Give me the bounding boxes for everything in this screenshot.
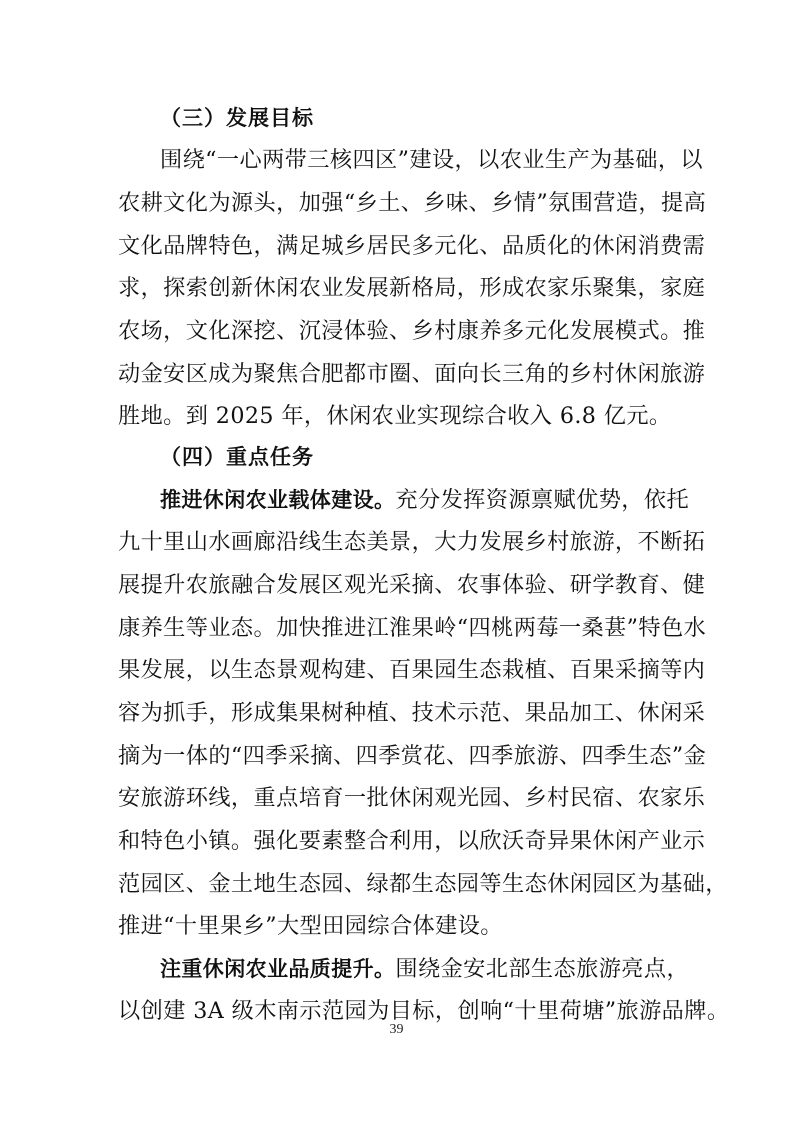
paragraph-line: 农场，文化深挖、沉浸体验、乡村康养多元化发展模式。推 [118,318,706,344]
paragraph-line: 推进“十里果乡”大型田园综合体建设。 [118,913,503,939]
paragraph-line: 文化品牌特色，满足城乡居民多元化、品质化的休闲消费需 [118,233,706,259]
paragraph-line: 农耕文化为源头，加强“乡土、乡味、乡情”氛围营造，提高 [118,190,707,216]
paragraph-first-line [160,485,720,515]
paragraph-line: 以创建 3A 级木南示范园为目标，创响“十里荷塘”旅游品牌。 [118,998,730,1024]
paragraph-line: 摘为一体的“四季采摘、四季赏花、四季旅游、四季生态”金 [118,743,707,769]
paragraph-line: 康养生等业态。加快推进江淮果岭“四桃两莓一桑葚”特色水 [118,615,707,641]
paragraph-line: 求，探索创新休闲农业发展新格局，形成农家乐聚集，家庭 [118,275,706,301]
page-number: 39 [389,1022,404,1037]
paragraph-lead-title: 注重休闲农业品质提升。 [160,957,396,981]
paragraph-line: 胜地。到 2025 年，休闲农业实现综合收入 6.8 亿元。 [118,403,672,429]
paragraph-lead-title: 推进休闲农业载体建设。 [160,488,396,512]
paragraph-line: 和特色小镇。强化要素整合利用，以欣沃奇异果休闲产业示 [118,828,706,854]
paragraph-line: 九十里山水画廊沿线生态美景，大力发展乡村旅游，不断拓 [118,529,706,555]
paragraph-line: 安旅游环线，重点培育一批休闲观光园、乡村民宿、农家乐 [118,785,706,811]
section-heading-3: （三）发展目标 [160,106,314,130]
paragraph-lead-rest: 充分发挥资源禀赋优势，依托 [395,487,690,513]
paragraph-line: 展提升农旅融合发展区观光采摘、农事体验、研学教育、健 [118,572,706,598]
paragraph-line: 动金安区成为聚焦合肥都市圈、面向长三角的乡村休闲旅游 [118,361,706,387]
paragraph-line: 容为抓手，形成集果树种植、技术示范、果品加工、休闲采 [118,700,706,726]
paragraph-line: 围绕“一心两带三核四区”建设，以农业生产为基础，以 [160,147,703,173]
paragraph-line: 果发展，以生态景观构建、百果园生态栽植、百果采摘等内 [118,657,706,683]
section-heading-4: （四）重点任务 [160,445,314,469]
paragraph-line: 范园区、金土地生态园、绿都生态园等生态休闲园区为基础， [118,871,728,897]
paragraph-first-line [160,954,720,984]
paragraph-lead-rest: 围绕金安北部生态旅游亮点， [395,956,690,982]
